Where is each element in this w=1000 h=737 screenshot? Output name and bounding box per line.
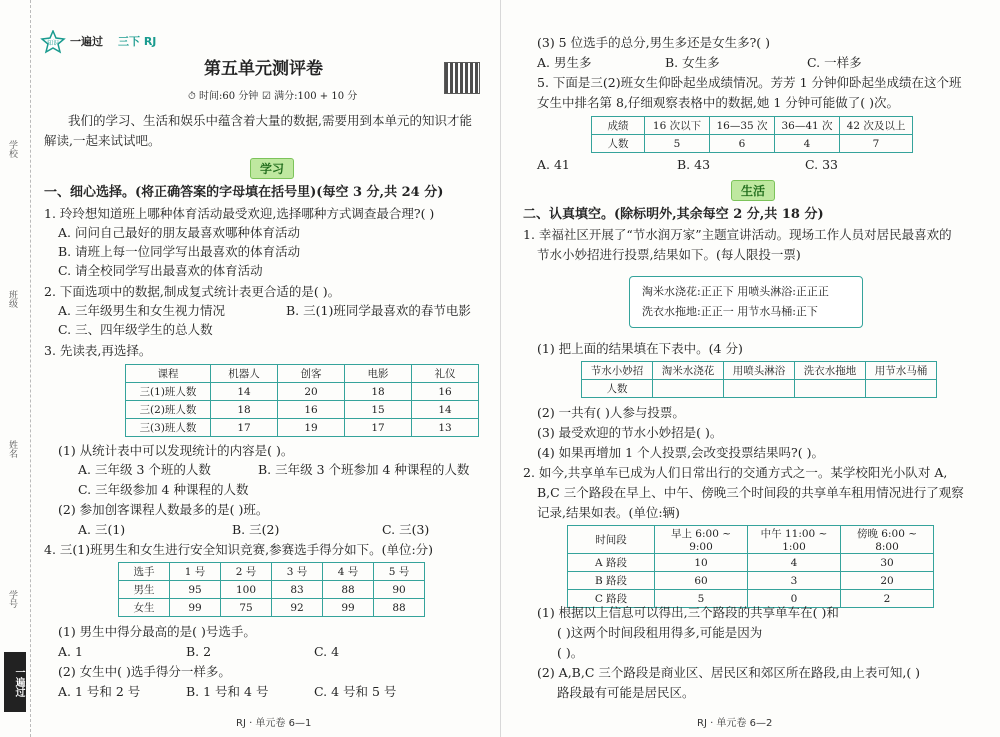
table-header-row xyxy=(568,526,934,554)
q1-stem: 1. 玲玲想知道班上哪种体育活动最受欢迎,选择哪种方式调查最合理?( ) xyxy=(44,206,435,221)
bike-rental-table xyxy=(567,525,934,608)
table-cell: 99 xyxy=(323,599,374,617)
table-cell: 30 xyxy=(841,554,934,572)
right-page xyxy=(500,0,1000,737)
q3-2-option-a: A. 三(1) xyxy=(78,522,126,537)
table-header-row xyxy=(126,365,479,383)
page-title: 第五单元测评卷 xyxy=(204,59,323,79)
q2-option-b: B. 三(1)班同学最喜欢的春节电影 xyxy=(286,303,471,318)
full-score: ☑ 满分:100 + 10 分 xyxy=(262,91,358,102)
table-cell: 女生 xyxy=(119,599,170,617)
vote-tally-line-1: 淘米水浇花:正正下 用喷头淋浴:正正正 xyxy=(642,285,829,298)
q3-2-option-b: B. 三(2) xyxy=(232,522,280,537)
q2-stem: 2. 下面选项中的数据,制成复式统计表更合适的是( )。 xyxy=(44,284,341,299)
q5-stem-line-2: 女生中排名第 8,仔细观察表格中的数据,她 1 分钟可能做了( )次。 xyxy=(537,95,900,110)
intro-line-1: 我们的学习、生活和娱乐中蕴含着大量的数据,需要用到本单元的知识才能 xyxy=(68,113,472,128)
binding-margin xyxy=(0,0,31,737)
table-cell: 16 xyxy=(412,383,479,401)
table-cell: 36—41 次 xyxy=(775,117,840,135)
table-cell: 4 xyxy=(748,554,841,572)
table-cell: 人数 xyxy=(582,380,653,398)
table-row xyxy=(568,554,934,572)
table-cell: 4 号 xyxy=(323,563,374,581)
q21-1-stem: (1) 把上面的结果填在下表中。(4 分) xyxy=(537,341,743,356)
section-1-heading: 一、细心选择。(将正确答案的字母填在括号里)(每空 3 分,共 24 分) xyxy=(44,185,444,200)
table-cell: 成绩 xyxy=(592,117,645,135)
table-row xyxy=(119,581,425,599)
table-cell: 20 xyxy=(278,383,345,401)
school-label: 学校 xyxy=(7,140,17,158)
table-header-row xyxy=(119,563,425,581)
footer-page-left: RJ · 单元卷 6—1 xyxy=(236,718,312,729)
table-cell: 5 号 xyxy=(374,563,425,581)
q3-2-option-c: C. 三(3) xyxy=(382,522,430,537)
table-cell: 用喷头淋浴 xyxy=(724,362,795,380)
score-text: 满分:100 + 10 分 xyxy=(274,91,358,102)
q2-option-c: C. 三、四年级学生的总人数 xyxy=(58,322,213,337)
table-cell: 99 xyxy=(170,599,221,617)
q3-2-stem: (2) 参加创客课程人数最多的是( )班。 xyxy=(58,502,269,517)
table-cell: 创客 xyxy=(278,365,345,383)
vote-tally-scroll xyxy=(629,276,863,328)
table-cell: 5 xyxy=(645,135,710,153)
table-cell: 42 次及以上 xyxy=(840,117,913,135)
table-cell: 电影 xyxy=(345,365,412,383)
score-table xyxy=(118,562,425,617)
table-cell: 机器人 xyxy=(211,365,278,383)
table-cell: 92 xyxy=(272,599,323,617)
table-header-row xyxy=(582,362,937,380)
q22-1-line-2: ( )这两个时间段租用得多,可能是因为 xyxy=(557,625,763,640)
time-limit: ⏱ 时间:60 分钟 xyxy=(188,91,259,102)
q22-stem-line-3: 记录,结果如表。(单位:辆) xyxy=(537,505,680,520)
table-header-row xyxy=(592,117,913,135)
course-table xyxy=(125,364,479,437)
q4-1-option-a: A. 1 xyxy=(58,644,83,659)
table-cell: 男生 xyxy=(119,581,170,599)
q5-stem-line-1: 5. 下面是三(2)班女生仰卧起坐成绩情况。芳芳 1 分钟仰卧起坐成绩在这个班 xyxy=(537,75,962,90)
table-cell: 2 xyxy=(841,590,934,608)
q2-option-a: A. 三年级男生和女生视力情况 xyxy=(58,303,225,318)
table-cell: C 路段 xyxy=(568,590,655,608)
header-grade: 三下 RJ xyxy=(118,35,157,48)
q21-stem-line-2: 节水小妙招进行投票,结果如下。(每人限投一票) xyxy=(537,247,801,262)
brand-logo-icon xyxy=(40,30,66,54)
table-cell: 节水小妙招 xyxy=(582,362,653,380)
q22-1-line-1: (1) 根据以上信息可以得出,三个路段的共享单车在( )和 xyxy=(537,605,839,620)
table-cell: 三(2)班人数 xyxy=(126,401,211,419)
q22-2-line-1: (2) A,B,C 三个路段是商业区、居民区和郊区所在路段,由上表可知,( ) xyxy=(537,665,921,680)
q4-3-option-a: A. 男生多 xyxy=(537,55,592,70)
table-cell: 90 xyxy=(374,581,425,599)
q4-3-stem: (3) 5 位选手的总分,男生多还是女生多?( ) xyxy=(537,35,771,50)
q21-4-stem: (4) 如果再增加 1 个人投票,会改变投票结果吗?( )。 xyxy=(537,445,824,460)
section-tag-study: 学习 xyxy=(250,158,294,179)
q3-1-stem: (1) 从统计表中可以发现统计的内容是( )。 xyxy=(58,443,294,458)
table-row xyxy=(568,572,934,590)
answer-cell[interactable] xyxy=(653,380,724,398)
table-cell: 17 xyxy=(211,419,278,437)
table-cell: 选手 xyxy=(119,563,170,581)
vote-tally-line-2: 洗衣水拖地:正正一 用节水马桶:正下 xyxy=(642,305,818,318)
table-cell: 16 次以下 xyxy=(645,117,710,135)
table-cell: 洗衣水拖地 xyxy=(795,362,866,380)
q4-2-option-a: A. 1 号和 2 号 xyxy=(58,684,141,699)
table-cell: 16 xyxy=(278,401,345,419)
table-cell: 14 xyxy=(211,383,278,401)
table-cell: A 路段 xyxy=(568,554,655,572)
answer-cell[interactable] xyxy=(795,380,866,398)
table-cell: 17 xyxy=(345,419,412,437)
table-cell: 时间段 xyxy=(568,526,655,554)
q4-3-option-b: B. 女生多 xyxy=(665,55,720,70)
q3-1-option-a: A. 三年级 3 个班的人数 xyxy=(78,462,211,477)
table-cell: 2 号 xyxy=(221,563,272,581)
table-cell: 60 xyxy=(655,572,748,590)
table-cell: 1 号 xyxy=(170,563,221,581)
q22-1-line-3: ( )。 xyxy=(557,645,584,660)
qr-code-icon xyxy=(444,62,480,94)
table-row xyxy=(119,599,425,617)
q21-3-stem: (3) 最受欢迎的节水小妙招是( )。 xyxy=(537,425,723,440)
q21-stem-line-1: 1. 幸福社区开展了“节水润万家”主题宣讲活动。现场工作人员对居民最喜欢的 xyxy=(523,227,952,242)
name-label: 姓名 xyxy=(7,440,17,458)
table-cell: B 路段 xyxy=(568,572,655,590)
section-2-heading: 二、认真填空。(除标明外,其余每空 2 分,共 18 分) xyxy=(523,207,824,222)
logo-badge-text: 知识 xyxy=(46,40,60,47)
table-row xyxy=(582,380,937,398)
situp-table xyxy=(591,116,913,153)
table-cell: 课程 xyxy=(126,365,211,383)
table-cell: 75 xyxy=(221,599,272,617)
intro-line-2: 解读,一起来试试吧。 xyxy=(44,133,161,148)
table-cell: 傍晚 6:00 ~ 8:00 xyxy=(841,526,934,554)
table-row xyxy=(126,419,479,437)
q1-option-c: C. 请全校同学写出最喜欢的体育活动 xyxy=(58,263,263,278)
q22-2-line-2: 路段最有可能是居民区。 xyxy=(557,685,695,700)
q1-option-a: A. 问问自己最好的朋友最喜欢哪种体育活动 xyxy=(58,225,300,240)
q4-1-option-b: B. 2 xyxy=(186,644,212,659)
q21-2-stem: (2) 一共有( )人参与投票。 xyxy=(537,405,685,420)
table-cell: 95 xyxy=(170,581,221,599)
table-cell: 0 xyxy=(748,590,841,608)
time-text: 时间:60 分钟 xyxy=(198,91,259,102)
table-cell: 83 xyxy=(272,581,323,599)
table-cell: 15 xyxy=(345,401,412,419)
table-cell: 18 xyxy=(211,401,278,419)
table-cell: 14 xyxy=(412,401,479,419)
q4-2-option-c: C. 4 号和 5 号 xyxy=(314,684,397,699)
q5-option-b: B. 43 xyxy=(677,157,711,172)
table-cell: 10 xyxy=(655,554,748,572)
table-cell: 中午 11:00 ~ 1:00 xyxy=(748,526,841,554)
table-cell: 16—35 次 xyxy=(710,117,775,135)
table-cell: 88 xyxy=(323,581,374,599)
water-saving-table xyxy=(581,361,937,398)
table-cell: 100 xyxy=(221,581,272,599)
table-cell: 13 xyxy=(412,419,479,437)
table-cell: 礼仪 xyxy=(412,365,479,383)
table-cell: 5 xyxy=(655,590,748,608)
class-label: 班级 xyxy=(7,290,17,308)
q4-3-option-c: C. 一样多 xyxy=(807,55,862,70)
q4-1-stem: (1) 男生中得分最高的是( )号选手。 xyxy=(58,624,256,639)
header-brand: 一遍过 xyxy=(70,35,103,48)
q5-option-a: A. 41 xyxy=(537,157,570,172)
table-cell: 7 xyxy=(840,135,913,153)
answer-cell[interactable] xyxy=(866,380,937,398)
table-cell: 3 号 xyxy=(272,563,323,581)
table-cell: 早上 6:00 ~ 9:00 xyxy=(655,526,748,554)
q3-1-option-b: B. 三年级 3 个班参加 4 种课程的人数 xyxy=(258,462,470,477)
table-cell: 用节水马桶 xyxy=(866,362,937,380)
table-cell: 人数 xyxy=(592,135,645,153)
table-row xyxy=(126,383,479,401)
q4-1-option-c: C. 4 xyxy=(314,644,340,659)
number-label: 学号 xyxy=(7,590,17,608)
q4-2-stem: (2) 女生中( )选手得分一样多。 xyxy=(58,664,231,679)
q1-option-b: B. 请班上每一位同学写出最喜欢的体育活动 xyxy=(58,244,301,259)
sidebar-brand: 一遍过 xyxy=(4,652,26,712)
table-cell: 19 xyxy=(278,419,345,437)
q22-stem-line-2: B,C 三个路段在早上、中午、傍晚三个时间段的共享单车租用情况进行了观察 xyxy=(537,485,964,500)
table-cell: 3 xyxy=(748,572,841,590)
q3-1-option-c: C. 三年级参加 4 种课程的人数 xyxy=(78,482,249,497)
table-cell: 6 xyxy=(710,135,775,153)
table-cell: 88 xyxy=(374,599,425,617)
q5-option-c: C. 33 xyxy=(805,157,838,172)
q3-stem: 3. 先读表,再选择。 xyxy=(44,343,152,358)
answer-cell[interactable] xyxy=(724,380,795,398)
table-cell: 三(1)班人数 xyxy=(126,383,211,401)
table-row xyxy=(592,135,913,153)
table-row xyxy=(126,401,479,419)
footer-page-right: RJ · 单元卷 6—2 xyxy=(697,718,773,729)
table-cell: 淘米水浇花 xyxy=(653,362,724,380)
q4-2-option-b: B. 1 号和 4 号 xyxy=(186,684,269,699)
table-cell: 18 xyxy=(345,383,412,401)
q22-stem-line-1: 2. 如今,共享单车已成为人们日常出行的交通方式之一。某学校阳光小队对 A, xyxy=(523,465,948,480)
table-cell: 20 xyxy=(841,572,934,590)
q4-stem: 4. 三(1)班男生和女生进行安全知识竞赛,参赛选手得分如下。(单位:分) xyxy=(44,542,434,557)
table-cell: 三(3)班人数 xyxy=(126,419,211,437)
table-cell: 4 xyxy=(775,135,840,153)
section-tag-life: 生活 xyxy=(731,180,775,201)
